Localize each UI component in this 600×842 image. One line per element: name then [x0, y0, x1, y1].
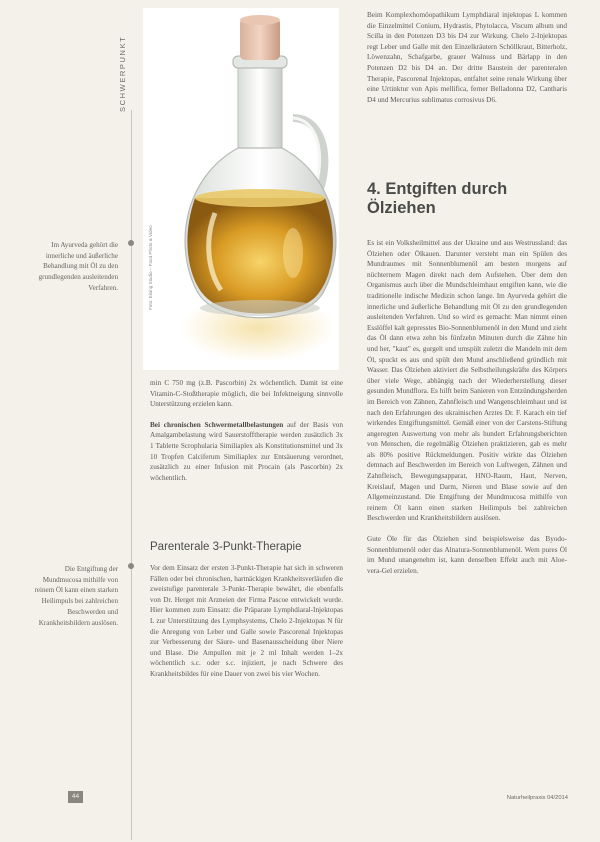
heading-line: 4. Entgiften durch: [367, 180, 508, 198]
subheading-3-punkt: Parenterale 3-Punkt-Therapie: [150, 541, 302, 553]
paragraph: Beim Komplexhomöopathikum Lymphdiaral injektopas L kommen die Einzelmittel Conium, Hydrastis, Phytolacca, Viscum album und Scilla in den Potenzen D3 bis D4 zur Wirkung. Chelo 2-Injektopas regt Leber und Galle mit den Einzelkräutern Schöllkraut, Bitterholz, Löwenzahn, Schafgarbe, grauer Walnuss und Bärlapp in den Potenzen D2 bis D4 an. Der dritte Baustein der parenteralen Therapie, Pascorenal Injektopas, entfaltet seine renale Wirkung über eine Urtinktur von Apis mellifica, ferner Belladonna D2, Cantharis D4 und Mercurius sublimatus corrosivus D6.: [367, 11, 567, 104]
paragraph: Vor dem Einsatz der ersten 3-Punkt-Therapie hat sich in schweren Fällen oder bei chronischen, hartnäckigen Krankheitsverläufen die zweistufige parenterale 3-Punkt-Therapie bewährt, die ebenfalls von Dr. Herget mit Arzneien der Firma Pascoe entwickelt wurde. Hier kommen zum Einsatz: die Präparate Lymphdiaral-Injektopas L zur Unterstützung des Lymphsystems, Chelo 2-Injektopas N für die Anregung von Leber und Galle sowie Pascorenal Injektopas zur Verbesserung der Säure- und Basenausscheidung über Niere und Blase. Die Ampullen mit je 2 ml Inhalt werden 1–2x wöchentlich s.c. oder s.c. injiziert, je nach Schwere des Krankheitsbildes für eine Dauer von zwei bis vier Wochen.: [150, 564, 343, 678]
bold-lead: Bei chronischen Schwermetallbelastungen: [150, 420, 284, 429]
heading-line: Ölziehen: [367, 199, 436, 217]
paragraph: Es ist ein Volksheilmittel aus der Ukraine und aus Westrussland: das Ölziehen oder Ölkauen. Darunter versteht man ein Spülen des Mundraumes mit Sonnenblumenöl am besten morgens auf nüchternem Magen direkt nach dem Aufstehen. Über dem den Organismus auch über die Mundschleimhaut entgiften kann, wie die traditionelle indische Medizin schon lange. Im Ayurveda gehört die innerliche und äußerliche Behandlung mit Öl zu den grundlegenden ausleitenden Verfahren. Und so wird es gemacht: Man nimmt einen Esslöffel kalt gepresstes Bio-Sonnenblumenöl in den Mund und zieht das Öl dann etwa zehn bis fünfzehn Minuten durch die Zähne hin und her, "kaut" es, gurgelt und umspült zuletzt die Mandeln mit dem Öl, spuckt es aus und spült den Mund anschließend gründlich mit Wasser. Das Ölziehen aktiviert die Selbstheilungskräfte des Körpers über viele Wege, abhängig nach der Wiederherstellung dieser gesunden Mundflora. Es hilft beim Sanieren von Entzündungsherden im Bereich von Zähnen, Zahnfleisch und Wangenschleimhaut und ist nach den Erfahrungen des ukrainischen Arztes Dr. F. Karach ein tief wirkendes Entgiftungsmittel. Gemäß einer von der Carstens-Stiftung angeregten Auswertung von mehr als hundert Erfahrungsberichten von Menschen, die regelmäßig Ölziehen praktizieren, gab es mehr als 80% positive Rückmeldungen. Positiv wirkte das Ölziehen demnach auf Beschwerden im Bereich von Luftwegen, Zähnen und Zahnfleisch, Bewegungsapparat, HNO-Raum, Haut, Nerven, Kreislauf, Magen und Darm, Nieren und Blase sowie auf den Allgemeinzustand. Die Entgiftung der Mundmucosa mithilfe von reinem Öl kann einen starken Heilimpuls bei zahlreichen Beschwerden und Krankheitsbildern auslösen.: [367, 239, 567, 523]
paragraph: min C 750 mg (z.B. Pascorbin) 2x wöchentlich. Damit ist eine Vitamin-C-Stoßtherapie möglich, die bei Infektneigung sinnvolle Unterstützung erzielen kann.: [150, 379, 343, 409]
section-heading: [367, 180, 507, 218]
margin-rule: [131, 110, 132, 840]
left-column-lower: [150, 563, 343, 690]
section-label: SCHWERPUNKT: [118, 35, 127, 112]
left-column: [150, 378, 343, 493]
right-column-body: [367, 238, 567, 586]
paragraph: Gute Öle für das Ölziehen sind beispielsweise das Byodo-Sonnenblumenöl oder das Alnatura-Sonnenblumenöl. Wem pures Öl im Mund unangenehm ist, kann denselben Effekt auch mit Aloe-vera-Gel erzielen.: [367, 535, 567, 575]
oil-bottle-illustration: [143, 8, 339, 370]
side-note-oil-ayurveda: Im Ayurveda gehört die innerliche und äußerliche Behandlung mit Öl zu den grundlegenden ausleitenden Verfahren.: [38, 241, 118, 292]
paragraph-body: auf der Basis von Amalgambelastung wird Sauerstofftherapie werden zusätzlich 3x 1 Tablette Scrophularia Similiaplex als Konstitutionsmittel und 3x 10 Tropfen Calciferum Similiaplex zur Entsäuerung verordnet, zusätzlich zu einer Infusion mit Procain (als Pascorbin) 2x wöchentlich.: [150, 420, 343, 482]
paragraph: [150, 420, 343, 484]
side-note-mucosa: Die Entgiftung der Mundmucosa mithilfe von reinem Öl kann einen starken Heilimpuls bei zahlreichen Beschwerden und Krankheitsbildern auslösen.: [34, 565, 118, 627]
oil-bottle-photo: [143, 8, 339, 370]
right-column-top: [367, 10, 567, 115]
page-number: 44: [68, 791, 83, 803]
side-note-marker: [128, 240, 134, 246]
side-note-marker: [128, 563, 134, 569]
footer-publication: Naturheilpraxis 04/2014: [506, 795, 568, 801]
photo-credit: Foto: Eising Studio – Food Photo & Video: [148, 225, 153, 310]
